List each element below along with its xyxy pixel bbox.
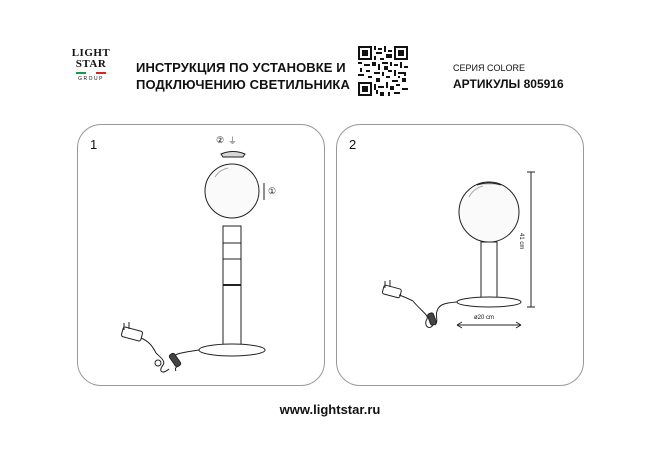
callout-1: ① — [268, 186, 277, 196]
qr-code-icon — [358, 46, 408, 96]
logo-flag-stripe — [76, 72, 106, 74]
brand-logo — [66, 48, 116, 100]
bulb-icon: ⏚ — [228, 136, 238, 146]
height-dimension-label: 41 cm — [518, 233, 524, 250]
step-number: 1 — [90, 137, 98, 152]
document-title — [136, 59, 350, 93]
website-link[interactable]: www.lightstar.ru — [279, 402, 381, 417]
step-2-panel — [336, 124, 584, 386]
lamp-assembly-illustration — [78, 125, 324, 385]
step-number: 2 — [349, 137, 357, 152]
article-number: АРТИКУЛЫ 805916 — [453, 77, 564, 91]
lamp-dimensions-illustration — [337, 125, 583, 385]
logo-line-3: GROUP — [78, 76, 104, 82]
callout-2: ② — [216, 135, 225, 145]
step-1-panel — [77, 124, 325, 386]
title-line-2: ПОДКЛЮЧЕНИЮ СВЕТИЛЬНИКА — [136, 77, 350, 92]
logo-line-2: STAR — [75, 58, 107, 70]
title-line-1: ИНСТРУКЦИЯ ПО УСТАНОВКЕ И — [136, 60, 346, 75]
width-dimension-label: ø20 cm — [474, 315, 495, 321]
series-label: СЕРИЯ COLORE — [453, 63, 525, 73]
logo-line-1: LIGHT — [71, 47, 111, 59]
